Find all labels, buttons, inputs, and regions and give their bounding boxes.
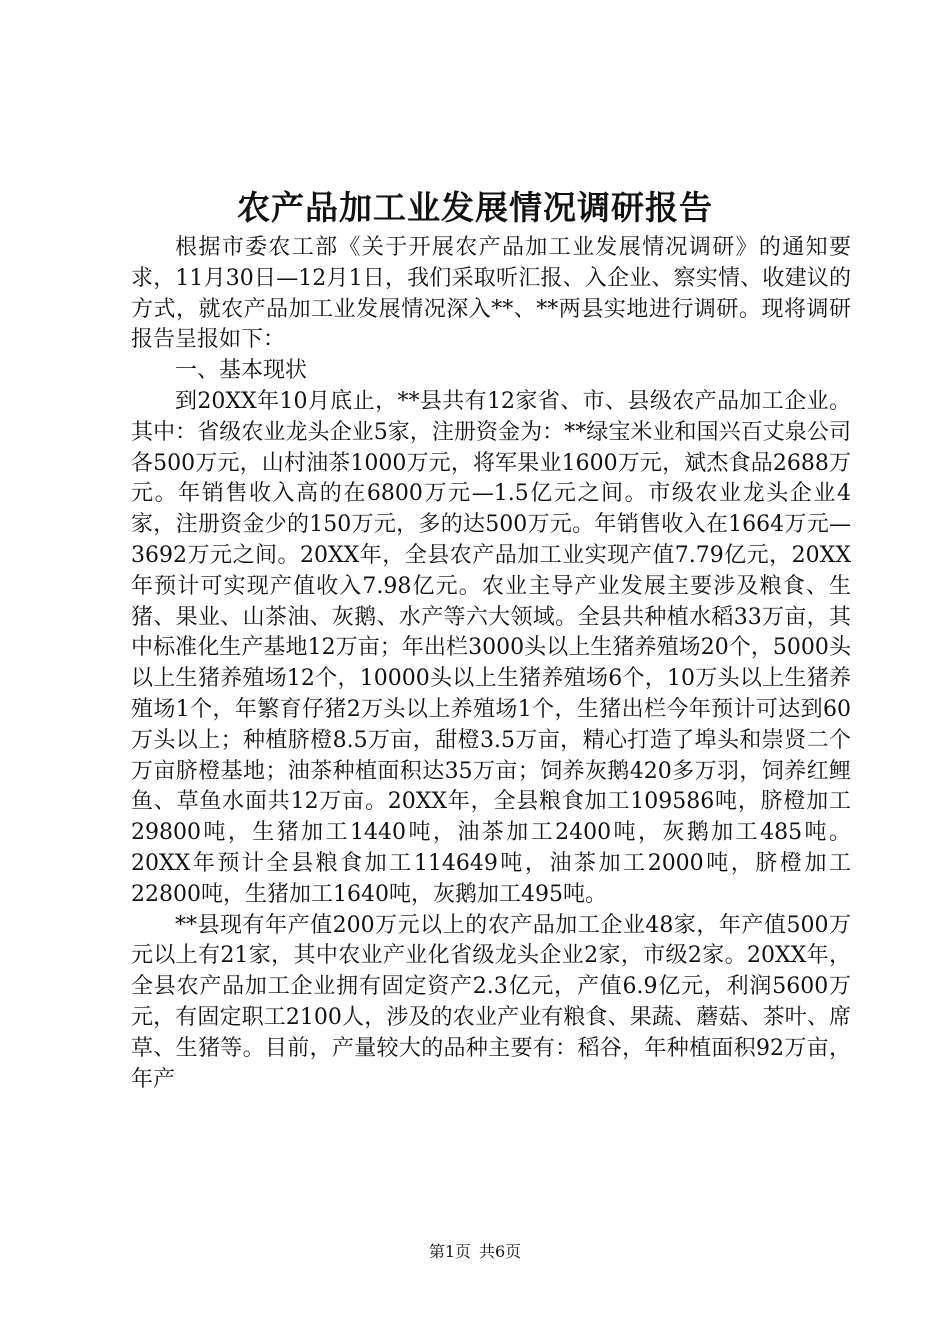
section-heading-basic-status: 一、基本现状 <box>175 358 308 384</box>
paragraph-intro: 根据市委农工部《关于开展农产品加工业发展情况调研》的通知要求，11月30日—12月1日，我们采取听汇报、入企业、察实情、收建议的方式，就农产品加工业发展情况深入**、**两县实地进行调研。现将调研报告呈报如下： <box>131 235 851 353</box>
paragraph-county-two: **县现有年产值200万元以上的农产品加工企业48家，年产值500万元以上有21家，其中农业产业化省级龙头企业2家，市级2家。20XX年，全县农产品加工企业拥有固定资产2.3亿元，产值6.9亿元，利润5600万元，有固定职工2100人，涉及的农业产业有粮食、果蔬、蘑菇、茶叶、席草、生猪等。目前，产量较大的品种主要有：稻谷，年种植面积92万亩，年产 <box>131 912 851 1092</box>
page-number: 第1页 <box>428 1242 471 1261</box>
page-footer <box>0 1241 950 1263</box>
page-total: 共6页 <box>479 1242 522 1261</box>
document-body <box>131 233 851 1095</box>
document-title: 农产品加工业发展情况调研报告 <box>237 188 713 227</box>
paragraph-county-one: 到20XX年10月底止，**县共有12家省、市、县级农产品加工企业。其中：省级农业龙头企业5家，注册资金为：**绿宝米业和国兴百丈泉公司各500万元，山村油茶1000万元，将军果业1600万元，斌杰食品2688万元。年销售收入高的在6800万元—1.5亿元之间。市级农业龙头企业4家，注册资金少的150万元，多的达500万元。年销售收入在1664万元—3692万元之间。20XX年，全县农产品加工业实现产值7.79亿元，20XX年预计可实现产值收入7.98亿元。农业主导产业发展主要涉及粮食、生猪、果业、山茶油、灰鹅、水产等六大领域。全县共种植水稻33万亩，其中标准化生产基地12万亩；年出栏3000头以上生猪养殖场20个，5000头以上生猪养殖场12个，10000头以上生猪养殖场6个，10万头以上生猪养殖场1个，年繁育仔猪2万头以上养殖场1个，生猪出栏今年预计可达到60万头以上；种植脐橙8.5万亩，甜橙3.5万亩，精心打造了埠头和崇贤二个万亩脐橙基地；油茶种植面积达35万亩；饲养灰鹅420多万羽，饲养红鲤鱼、草鱼水面共12万亩。20XX年，全县粮食加工109586吨，脐橙加工29800吨，生猪加工1440吨，油茶加工2400吨，灰鹅加工485吨。20XX年预计全县粮食加工114649吨，油茶加工2000吨，脐橙加工22800吨，生猪加工1640吨，灰鹅加工495吨。 <box>131 388 851 907</box>
